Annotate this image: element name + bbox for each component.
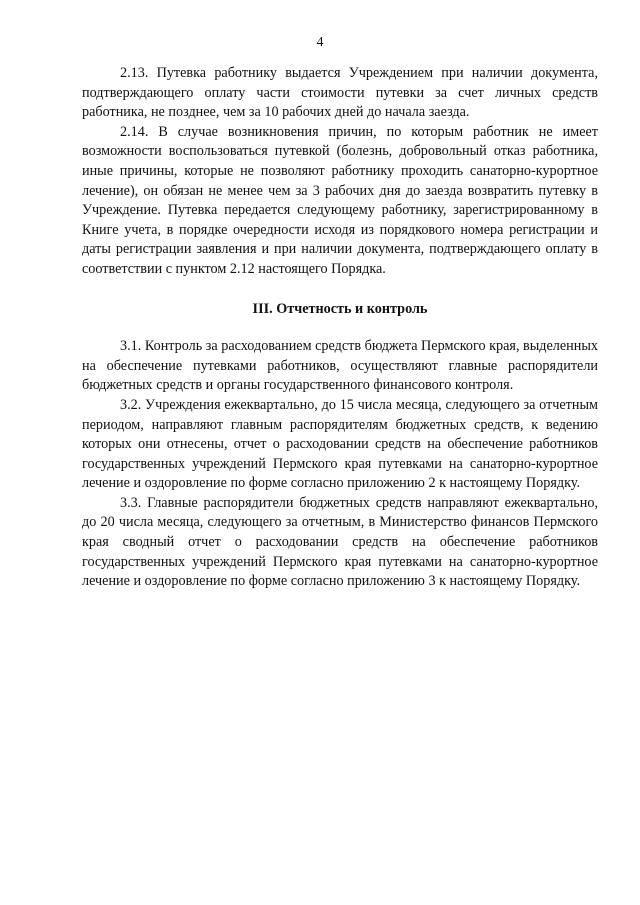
paragraph-2-14: 2.14. В случае возникновения причин, по которым работник не имеет возможности воспользоваться путевкой (болезнь, добровольный отказ работника, иные причины, которые не позволяют работнику проходить санаторно-курортное лечение), он обязан не менее чем за 3 рабочих дня до заезда возвратить путевку в Учреждение. Путевка передается следующему работнику, зарегистрированному в Книге учета, в порядке очередности исходя из порядкового номера регистрации и даты регистрации заявления и при наличии документа, подтверждающего оплату в соответствии с пунктом 2.12 настоящего Порядка. xyxy=(82,123,598,277)
paragraph-3-1: 3.1. Контроль за расходованием средств бюджета Пермского края, выделенных на обеспечение путевками работников, осуществляют главные распорядители бюджетных средств и органы государственного финансового контроля. xyxy=(82,338,598,394)
document-body xyxy=(82,64,598,592)
paragraph-3-2: 3.2. Учреждения ежеквартально, до 15 числа месяца, следующего за отчетным периодом, направляют главным распорядителям бюджетных средств, к ведению которых они отнесены, отчет о расходовании средств на обеспечение работников государственных учреждений Пермского края путевками на санаторно-курортное лечение и оздоровление по форме согласно приложению 2 к настоящему Порядку. xyxy=(82,396,598,492)
paragraph-2-13: 2.13. Путевка работнику выдается Учреждением при наличии документа, подтверждающего оплату части стоимости путевки за счет личных средств работника, не позднее, чем за 10 рабочих дней до начала заезда. xyxy=(82,65,598,121)
section-heading: III. Отчетность и контроль xyxy=(252,300,428,317)
paragraph-3-3: 3.3. Главные распорядители бюджетных средств направляют ежеквартально, до 20 числа месяца, следующего за отчетным, в Министерство финансов Пермского края сводный отчет о расходовании средств на обеспечение работников государственных учреждений Пермского края путевками на санаторно-курортное лечение и оздоровление по форме согласно приложению 3 к настоящему Порядку. xyxy=(82,494,598,590)
page-number: 4 xyxy=(316,35,324,50)
